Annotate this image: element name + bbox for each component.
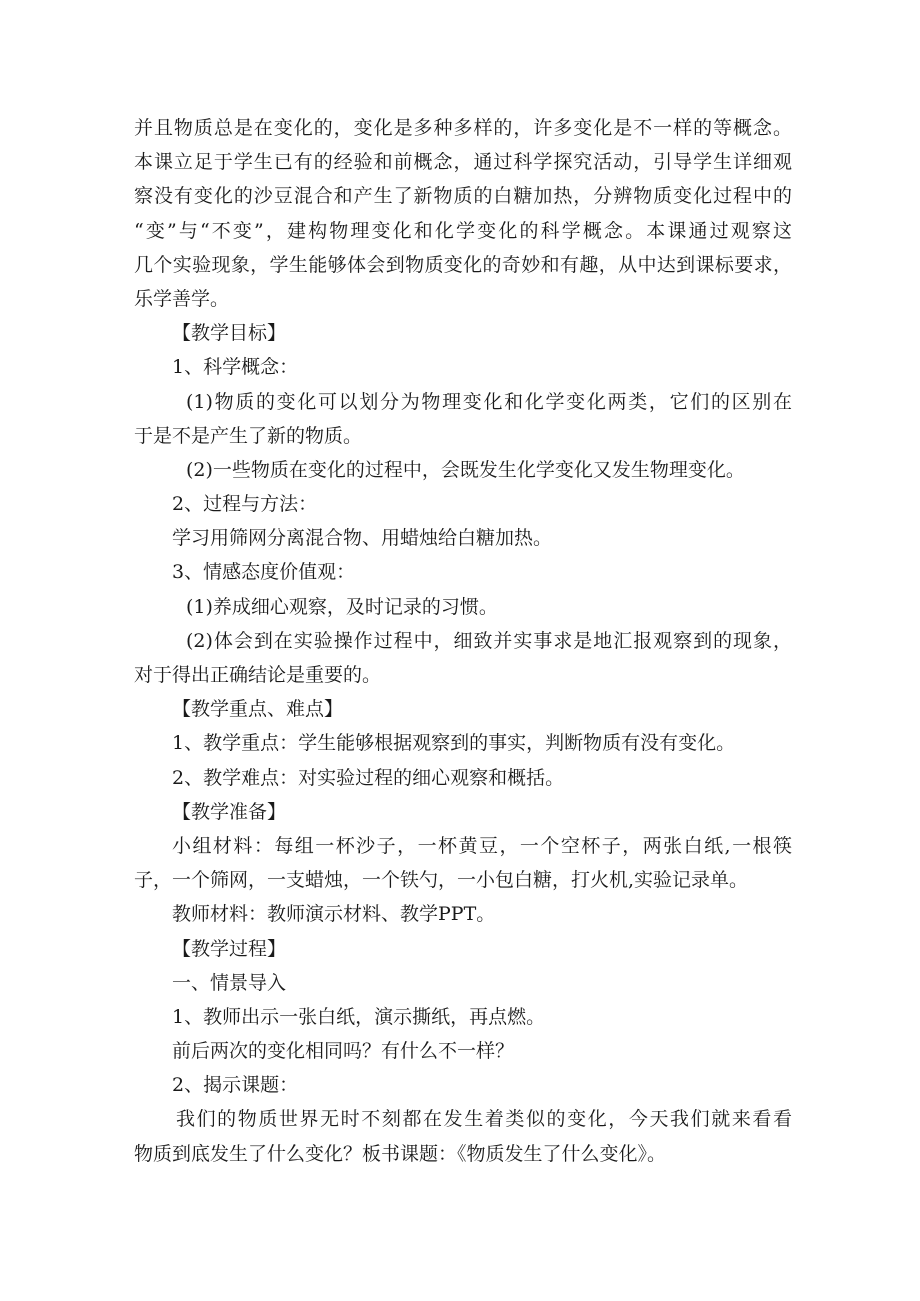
closing-line-1: 我们的物质世界无时不刻都在发生着类似的变化，今天我们就来看看 [176, 1108, 792, 1131]
key-point: 1、教学重点：学生能够根据观察到的事实，判断物质有没有变化。 [172, 732, 736, 755]
concept-2: (2)一些物质在变化的过程中，会既发生化学变化又发生物理变化。 [186, 458, 745, 481]
intro-line-6: 乐学善学。 [134, 287, 230, 310]
difficulty-point: 2、教学难点：对实验过程的细心观察和概括。 [172, 766, 565, 789]
question: 前后两次的变化相同吗？有什么不一样？ [172, 1040, 515, 1063]
intro-line-2: 本课立足于学生已有的经验和前概念，通过科学探究活动，引导学生详细观 [134, 151, 792, 174]
attitude-2-line-2: 对于得出正确结论是重要的。 [134, 664, 382, 686]
attitude-2-line-1: (2)体会到在实验操作过程中，细致并实事求是地汇报观察到的现象， [186, 629, 792, 652]
intro-line-3: 察没有变化的沙豆混合和产生了新物质的白糖加热，分辨物质变化过程中的 [134, 185, 792, 208]
concept-1-line-1: (1)物质的变化可以划分为物理变化和化学变化两类，它们的区别在 [186, 390, 792, 413]
concept-title: 1、科学概念： [172, 356, 299, 379]
step-2: 2、揭示课题： [172, 1074, 299, 1097]
intro-line-4: “变”与“不变”，建构物理变化和化学变化的科学概念。本课通过观察这 [134, 219, 792, 242]
closing-line-2: 物质到底发生了什么变化？板书课题：《物质发生了什么变化》。 [134, 1142, 667, 1165]
method-text: 学习用筛网分离混合物、用蜡烛给白糖加热。 [172, 527, 553, 550]
attitude-1: (1)养成细心观察，及时记录的习惯。 [186, 595, 498, 618]
method-title: 2、过程与方法： [172, 493, 318, 516]
document-page [134, 111, 792, 1171]
attitude-title: 3、情感态度价值观： [172, 561, 356, 584]
key-points-heading: 【教学重点、难点】 [172, 698, 344, 721]
step-1: 1、教师出示一张白纸，演示撕纸，再点燃。 [172, 1005, 546, 1028]
intro-line-1: 并且物质总是在变化的，变化是多种多样的，许多变化是不一样的等概念。 [134, 117, 792, 139]
group-materials-line-1: 小组材料：每组一杯沙子，一杯黄豆，一个空杯子，两张白纸,一根筷 [172, 834, 792, 857]
intro-line-5: 几个实验现象，学生能够体会到物质变化的奇妙和有趣，从中达到课标要求， [134, 253, 792, 276]
preparation-heading: 【教学准备】 [172, 800, 287, 823]
process-heading: 【教学过程】 [172, 937, 287, 960]
teacher-materials: 教师材料：教师演示材料、教学PPT。 [172, 903, 496, 926]
group-materials-line-2: 子，一个筛网，一支蜡烛，一个铁勺，一小包白糖，打火机,实验记录单。 [134, 869, 749, 892]
goals-heading: 【教学目标】 [172, 322, 287, 345]
section-1-title: 一、情景导入 [172, 971, 287, 994]
concept-1-line-2: 于是不是产生了新的物质。 [134, 424, 363, 447]
